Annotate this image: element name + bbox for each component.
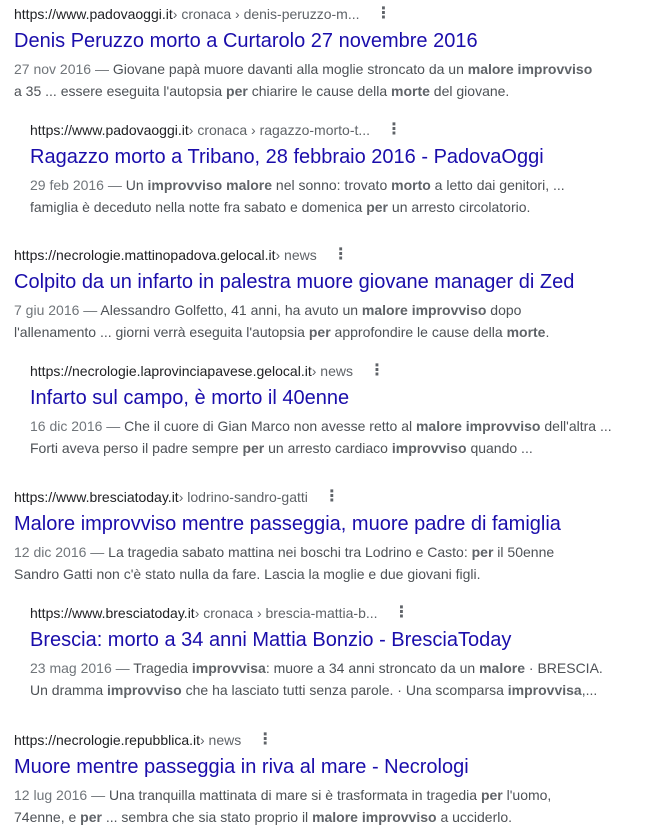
snippet-line — [14, 563, 624, 585]
snippet-highlight: per — [242, 440, 265, 456]
result-title-link[interactable]: Denis Peruzzo morto a Curtarolo 27 novembre 2016 — [14, 30, 478, 52]
snippet-line — [14, 299, 624, 321]
result-host[interactable]: https://www.bresciatoday.it — [14, 489, 179, 505]
result-url[interactable] — [30, 603, 650, 623]
snippet-line — [30, 415, 640, 437]
snippet-text: dopo — [486, 302, 522, 318]
result-date: 27 nov 2016 — — [14, 61, 113, 77]
snippet-text: a 35 ... essere eseguita l'autopsia — [14, 83, 227, 99]
snippet-text: Alessandro Golfetto, 41 anni, ha avuto un — [100, 302, 362, 318]
result-breadcrumb[interactable]: › cronaca › brescia-mattia-b... — [194, 605, 378, 621]
snippet-highlight: per — [471, 544, 494, 560]
result-date: 23 mag 2016 — — [30, 660, 134, 676]
result-breadcrumb[interactable]: › news — [200, 732, 242, 748]
result-snippet — [14, 784, 624, 828]
snippet-text: Un dramma — [30, 682, 108, 698]
snippet-highlight: improvvisa — [507, 682, 582, 698]
result-host[interactable]: https://www.padovaoggi.it — [30, 122, 189, 138]
result-date: 12 dic 2016 — — [14, 544, 109, 560]
result-date: 16 dic 2016 — — [30, 418, 125, 434]
snippet-highlight: morte — [391, 83, 430, 99]
result-host[interactable]: https://www.bresciatoday.it — [30, 605, 195, 621]
more-options-icon[interactable]: ⋮ — [368, 362, 385, 379]
result-snippet — [14, 299, 624, 343]
snippet-highlight: per — [80, 809, 102, 825]
snippet-highlight: morto — [391, 177, 431, 193]
snippet-text: Tragedia — [133, 660, 192, 676]
search-result — [14, 487, 654, 585]
snippet-line — [30, 174, 640, 196]
result-title-link[interactable]: Colpito da un infarto in palestra muore giovane manager di Zed — [14, 271, 575, 293]
result-breadcrumb[interactable]: › news — [311, 363, 353, 379]
snippet-highlight: malore improvviso — [467, 61, 593, 77]
more-options-icon[interactable]: ⋮ — [257, 731, 274, 748]
snippet-text: a ucciderlo. — [436, 809, 513, 825]
search-result — [14, 245, 654, 343]
snippet-text: : muore a 34 anni stroncato da un — [265, 660, 480, 676]
search-result — [30, 361, 650, 459]
result-snippet — [30, 415, 640, 459]
snippet-text: famiglia è deceduto nella notte fra sabato e domenica — [30, 199, 367, 215]
result-snippet — [30, 174, 640, 218]
more-options-icon[interactable]: ⋮ — [375, 5, 392, 22]
search-result — [14, 730, 654, 828]
result-snippet — [30, 657, 640, 701]
more-options-icon[interactable]: ⋮ — [323, 488, 340, 505]
result-url[interactable] — [14, 730, 654, 750]
more-options-icon[interactable]: ⋮ — [386, 121, 403, 138]
more-options-icon[interactable]: ⋮ — [332, 246, 349, 263]
snippet-line — [14, 541, 624, 563]
snippet-text: un arresto circolatorio. — [388, 199, 531, 215]
result-title-link[interactable]: Infarto sul campo, è morto il 40enne — [30, 387, 350, 409]
snippet-text: La tragedia sabato mattina nei boschi tra Lodrino e Casto: — [108, 544, 472, 560]
snippet-text: chiarire le cause della — [247, 83, 392, 99]
snippet-line — [30, 657, 640, 679]
result-breadcrumb[interactable]: › cronaca › ragazzo-morto-t... — [188, 122, 371, 138]
snippet-line — [30, 679, 640, 701]
result-url[interactable] — [30, 361, 650, 381]
snippet-highlight: improvviso — [391, 440, 467, 456]
result-host[interactable]: https://necrologie.repubblica.it — [14, 732, 200, 748]
result-date: 7 giu 2016 — — [14, 302, 101, 318]
snippet-highlight: improvvisa — [191, 660, 266, 676]
snippet-line — [30, 196, 640, 218]
result-host[interactable]: https://necrologie.mattinopadova.gelocal.it — [14, 247, 276, 263]
result-url[interactable] — [30, 120, 650, 140]
snippet-highlight: per — [308, 324, 331, 340]
snippet-text: del giovane. — [429, 83, 510, 99]
result-snippet — [14, 541, 624, 585]
snippet-text: a letto dai genitori, ... — [430, 177, 565, 193]
snippet-line — [30, 437, 640, 459]
snippet-highlight: malore — [479, 660, 525, 676]
result-breadcrumb[interactable]: › lodrino-sandro-gatti — [178, 489, 308, 505]
snippet-text: quando ... — [466, 440, 533, 456]
snippet-line — [14, 321, 624, 343]
result-title-link[interactable]: Malore improvviso mentre passeggia, muore padre di famiglia — [14, 513, 561, 535]
result-host[interactable]: https://necrologie.laprovinciapavese.gelocal.it — [30, 363, 312, 379]
search-result — [14, 4, 654, 102]
snippet-text: Sandro Gatti non c'è stato nulla da fare. Lascia la moglie e due giovani figli. — [14, 566, 481, 582]
snippet-text: Che il cuore di Gian Marco non avesse retto al — [124, 418, 416, 434]
snippet-line — [14, 80, 624, 102]
result-date: 29 feb 2016 — — [30, 177, 126, 193]
result-breadcrumb[interactable]: › cronaca › denis-peruzzo-m... — [172, 6, 360, 22]
snippet-highlight: per — [480, 787, 503, 803]
snippet-line — [14, 58, 624, 80]
snippet-text: . — [545, 324, 550, 340]
result-snippet — [14, 58, 624, 102]
search-result — [30, 603, 650, 701]
snippet-text: Forti aveva perso il padre sempre — [30, 440, 243, 456]
snippet-text: l'uomo, — [502, 787, 552, 803]
snippet-text: il 50enne — [493, 544, 555, 560]
snippet-text: ... sembra che sia stato proprio il — [101, 809, 313, 825]
snippet-text: · BRESCIA. — [525, 660, 603, 676]
snippet-text: un arresto cardiaco — [264, 440, 392, 456]
search-result — [30, 120, 650, 218]
snippet-text: Una tranquilla mattinata di mare si è trasformata in tragedia — [108, 787, 481, 803]
result-url[interactable] — [14, 487, 654, 507]
snippet-highlight: improvviso malore — [147, 177, 273, 193]
snippet-highlight: malore improvviso — [415, 418, 541, 434]
result-title-link[interactable]: Muore mentre passeggia in riva al mare - Necrologi — [14, 756, 469, 778]
result-breadcrumb[interactable]: › news — [275, 247, 317, 263]
result-title-link[interactable]: Ragazzo morto a Tribano, 28 febbraio 2016 - PadovaOggi — [30, 146, 544, 168]
snippet-highlight: malore improvviso — [361, 302, 487, 318]
snippet-text: Giovane papà muore davanti alla moglie stroncato da un — [112, 61, 468, 77]
result-title-link[interactable]: Brescia: morto a 34 anni Mattia Bonzio - BresciaToday — [30, 629, 512, 651]
snippet-text: nel sonno: trovato — [272, 177, 392, 193]
snippet-line — [14, 784, 624, 806]
result-date: 12 lug 2016 — — [14, 787, 109, 803]
snippet-highlight: malore improvviso — [312, 809, 437, 825]
snippet-text: che ha lasciato tutti senza parole. · Una scomparsa — [181, 682, 508, 698]
snippet-highlight: per — [366, 199, 389, 215]
snippet-highlight: improvviso — [107, 682, 182, 698]
snippet-text: Un — [125, 177, 148, 193]
result-url[interactable] — [14, 245, 654, 265]
result-host[interactable]: https://www.padovaoggi.it — [14, 6, 173, 22]
result-url[interactable] — [14, 4, 654, 24]
snippet-text: dell'altra ... — [540, 418, 612, 434]
snippet-text: l'allenamento ... giorni verrà eseguita l'autopsia — [14, 324, 309, 340]
snippet-highlight: per — [226, 83, 248, 99]
snippet-text: approfondire le cause della — [330, 324, 507, 340]
snippet-text: 74enne, e — [14, 809, 81, 825]
snippet-text: ,... — [581, 682, 598, 698]
snippet-line — [14, 806, 624, 828]
more-options-icon[interactable]: ⋮ — [393, 604, 410, 621]
snippet-highlight: morte — [506, 324, 546, 340]
